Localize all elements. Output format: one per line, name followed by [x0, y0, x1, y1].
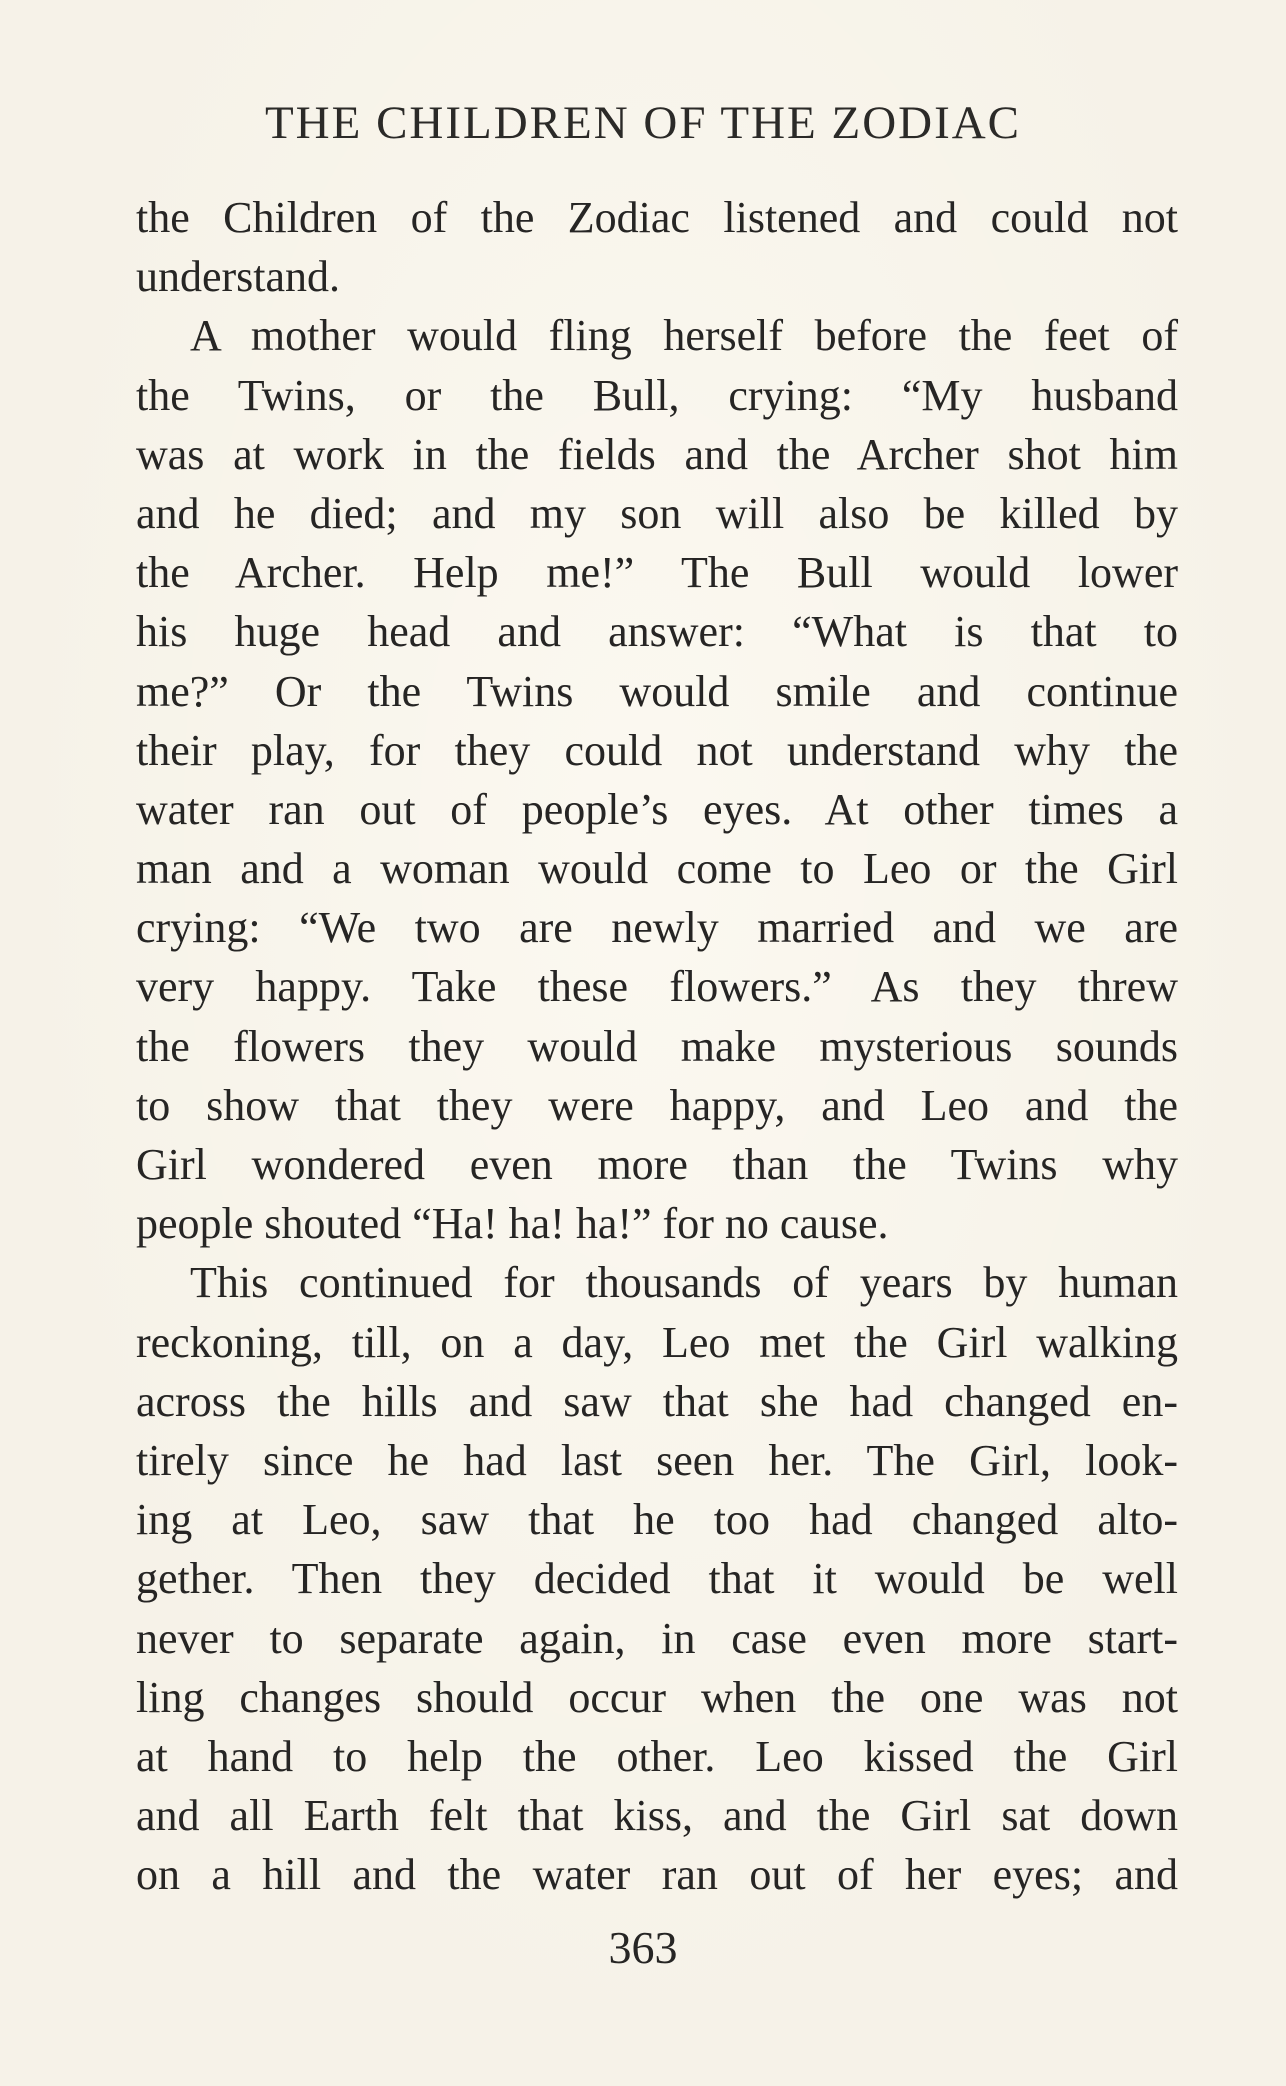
text-line: to show that they were happy, and Leo and the: [136, 1080, 1178, 1130]
text-line: crying: “We two are newly married and we are: [136, 903, 1178, 953]
text-line: and all Earth felt that kiss, and the Girl sat down: [136, 1791, 1178, 1841]
text-line: was at work in the fields and the Archer shot him: [136, 429, 1178, 479]
text-line: gether. Then they decided that it would be well: [136, 1554, 1178, 1604]
text-line: his huge head and answer: “What is that to: [136, 607, 1178, 657]
page-number: 363: [608, 1922, 678, 1973]
text-line: and he died; and my son will also be killed by: [136, 488, 1178, 538]
text-line: man and a woman would come to Leo or the Girl: [136, 844, 1178, 894]
text-line: tirely since he had last seen her. The Girl, look-: [136, 1435, 1178, 1485]
running-head: THE CHILDREN OF THE ZODIAC: [264, 97, 1022, 149]
text-line: This continued for thousands of years by human: [190, 1258, 1178, 1308]
text-line: very happy. Take these flowers.” As they threw: [136, 962, 1178, 1012]
text-line: across the hills and saw that she had changed en-: [136, 1376, 1178, 1426]
text-line: Girl wondered even more than the Twins why: [136, 1140, 1178, 1189]
text-line: ing at Leo, saw that he too had changed alto-: [136, 1495, 1178, 1545]
text-line: the Twins, or the Bull, crying: “My husband: [136, 370, 1178, 420]
text-line: me?” Or the Twins would smile and continue: [136, 666, 1178, 716]
text-line: ling changes should occur when the one was not: [136, 1672, 1178, 1722]
text-line: understand.: [136, 252, 341, 302]
body-text: [136, 188, 1178, 1904]
text-line: water ran out of people’s eyes. At other times a: [136, 784, 1178, 834]
text-line: never to separate again, in case even more start-: [136, 1613, 1178, 1663]
text-line: the Archer. Help me!” The Bull would lower: [136, 548, 1178, 598]
text-line: the Children of the Zodiac listened and could not: [136, 193, 1178, 242]
text-line: their play, for they could not understand why the: [136, 725, 1178, 775]
text-line: people shouted “Ha! ha! ha!” for no cause.: [136, 1199, 889, 1249]
text-line: reckoning, till, on a day, Leo met the Girl walking: [136, 1317, 1178, 1367]
text-line: the flowers they would make mysterious sounds: [136, 1021, 1178, 1071]
text-line: A mother would fling herself before the feet of: [190, 311, 1178, 361]
text-line: on a hill and the water ran out of her eyes; and: [136, 1850, 1178, 1900]
text-line: at hand to help the other. Leo kissed the Girl: [136, 1731, 1178, 1781]
